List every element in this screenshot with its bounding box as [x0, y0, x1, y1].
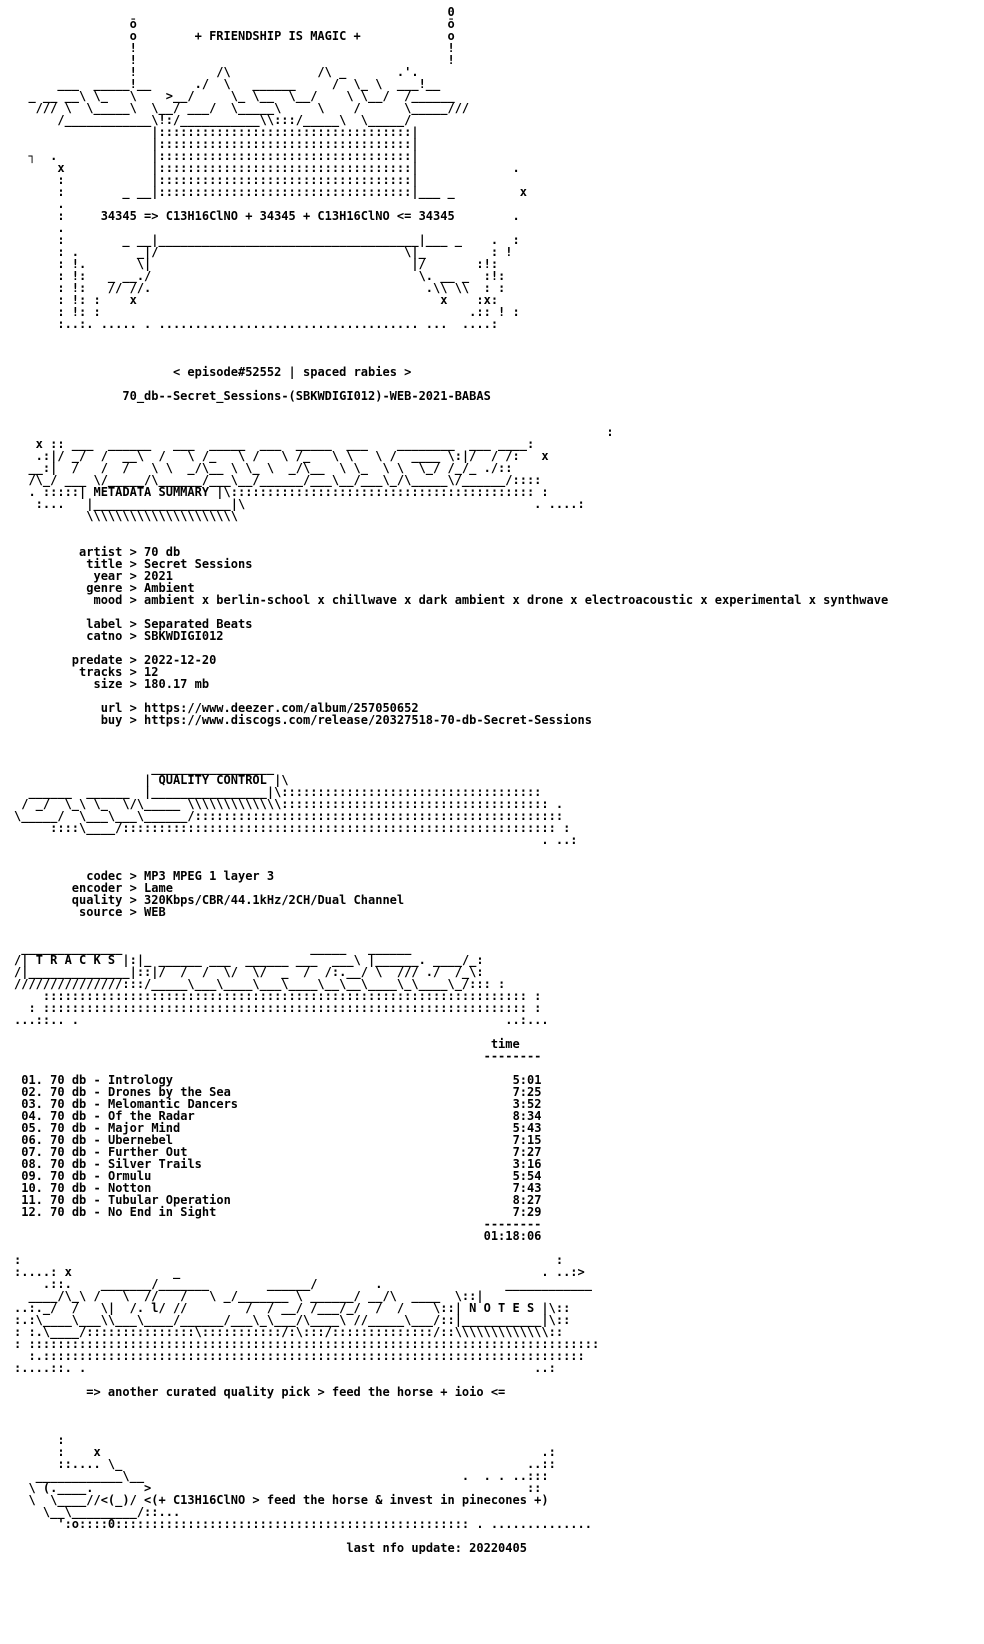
predate-value: 2022-12-20 [144, 653, 217, 667]
source-row: source > WEB [14, 905, 166, 919]
blank-line [14, 402, 980, 414]
episode-line: < episode#52552 | spaced rabies > [172, 365, 412, 379]
track-time: 7:43 [512, 1181, 542, 1195]
blank-line [14, 846, 980, 858]
ascii-art-line: : x .: [14, 1445, 556, 1459]
track-number: 07. [21, 1145, 43, 1159]
ascii-art-line: .:|/ _/ / __\ / \ /_ \ / \ /_ \ \ \ / ____ \:|/ / /: x [14, 449, 549, 463]
track-row: 07. 70 db - Further Out 7:27 [21, 1145, 542, 1159]
ascii-art-line: ':o::::0::::::::::::::::::::::::::::::::::::::::::::::::: . .............. [14, 1517, 592, 1531]
header-art-line: : !: : .:: ! : [14, 305, 520, 319]
ascii-art-line: : : [14, 1253, 564, 1267]
predate-row: predate > 2022-12-20 [14, 653, 217, 667]
track-title: Intrology [107, 1073, 173, 1087]
header-art-line: : !: : x x :x: [14, 293, 499, 307]
tracks-count-value: 12 [144, 665, 159, 679]
title-value: Secret Sessions [144, 557, 253, 571]
tracks-header: T R A C K S [35, 953, 116, 967]
ascii-art-line: ____________\__ . . . ..::: [14, 1469, 549, 1483]
track-time: 3:52 [512, 1097, 542, 1111]
quality-value: 320Kbps/CBR/44.1kHz/2CH/Dual Channel [144, 893, 405, 907]
blank-line [14, 726, 980, 738]
track-time: 5:54 [512, 1169, 542, 1183]
ascii-art-line: /|______________|::|/ / / \/ \/ _ / /:.__/ \ /// ./ /_\: [14, 965, 484, 979]
track-number: 01. [21, 1073, 43, 1087]
track-title: Drones by the Sea [107, 1085, 231, 1099]
codec-row: codec > MP3 MPEG 1 layer 3 [14, 869, 275, 883]
track-title: Notton [107, 1181, 152, 1195]
genre-row: genre > Ambient [14, 581, 195, 595]
track-row: 05. 70 db - Major Mind 5:43 [21, 1121, 542, 1135]
ascii-art-line: x :: ___ ______ ___ _____ ___ _____ ___ ________ ___ ____: [14, 437, 535, 451]
track-row: 01. 70 db - Intrology 5:01 [21, 1073, 542, 1087]
header-art-line: : . _|/ \|_ : ! [14, 245, 513, 259]
track-time: 7:25 [512, 1085, 542, 1099]
ascii-art-line: :....: x _ . ..:> [14, 1265, 585, 1279]
track-number: 02. [21, 1085, 43, 1099]
ascii-art-line: \__\_________/::... [14, 1505, 181, 1519]
qc-header-row: | QUALITY CONTROL |\ [14, 773, 289, 787]
track-title: No End in Sight [107, 1205, 217, 1219]
blank-line [14, 330, 980, 342]
ascii-art-line: ::.... \_ ..:: [14, 1457, 556, 1471]
track-title: Ubernebel [107, 1133, 173, 1147]
track-title: Ormulu [107, 1169, 152, 1183]
ascii-art-line: :....::. . ..: [14, 1361, 556, 1375]
header-art-line: o + FRIENDSHIP IS MAGIC + o [14, 29, 455, 43]
mood-value: ambient x berlin-school x chillwave x dark ambient x drone x electroacoustic x experimental x synthwave [144, 593, 889, 607]
header-art-line: :..:. ..... . .................................... ... ....: [14, 317, 499, 331]
ascii-art-line: \\\\\\\\\\\\\\\\\\\\\ [14, 509, 238, 523]
header-art-line: 0 [14, 6, 455, 19]
ascii-art-line: ::::::::::::::::::::::::::::::::::::::::::::::::::::::::::::::::::: : [14, 989, 542, 1003]
header-art-line: ! ! [14, 53, 455, 67]
ascii-art-line: __:| / / / \ \ _/\__ \ \_ \ _/\__ \ \_ \ \ \_/ /_/_ ./:: [14, 461, 513, 475]
encoder-value: Lame [144, 881, 173, 895]
url-link[interactable]: https://www.deezer.com/album/257050652 [144, 701, 419, 715]
track-row: 03. 70 db - Melomantic Dancers 3:52 [21, 1097, 542, 1111]
track-time: 8:27 [512, 1193, 542, 1207]
track-title: Further Out [107, 1145, 188, 1159]
blank-line [14, 918, 980, 930]
ascii-art-line: :... |___________________|\ . ....: [14, 497, 585, 511]
track-title: Of the Radar [107, 1109, 195, 1123]
ascii-art-line: .::. _______/_______ ______/ . ____________ [14, 1277, 592, 1291]
track-row: 09. 70 db - Ormulu 5:54 [21, 1169, 542, 1183]
track-number: 09. [21, 1169, 43, 1183]
track-artist: 70 db [50, 1205, 87, 1219]
codec-value: MP3 MPEG 1 layer 3 [144, 869, 275, 883]
header-art-line: _ __ __\ \_ \ >__/ \_ \__ \__/ \ \__/ /______ [14, 89, 455, 103]
buy-row: buy > https://www.discogs.com/release/20327518-70-db-Secret-Sessions [14, 713, 592, 727]
ascii-art-line: ____/\_\ / \ // / \ _/_______ \ ______/ __/\ ____ \::| [14, 1289, 491, 1303]
header-art-line: ! ! [14, 41, 455, 55]
ascii-art-line: :.:\____\___\\___\____/______/___\_\___/\____\ //_____\___/::|___________|\:: [14, 1313, 571, 1327]
ascii-art-line: : [14, 425, 614, 439]
artist-value: 70 db [144, 545, 181, 559]
ascii-art-line: \ (.____. > :: [14, 1481, 542, 1495]
metadata-header: METADATA SUMMARY [93, 485, 210, 499]
nfo-document [14, 6, 980, 1554]
catno-value: SBKWDIGI012 [144, 629, 224, 643]
last-update: last nfo update: 20220405 [346, 1541, 527, 1554]
release-row [14, 390, 980, 402]
blank-line [14, 1410, 980, 1422]
track-artist: 70 db [50, 1193, 87, 1207]
notes-text-row [14, 1386, 980, 1398]
quality-row: quality > 320Kbps/CBR/44.1kHz/2CH/Dual Channel [14, 893, 405, 907]
header-art-line: ___ _____!__ ./ \ ______ / \_ \ ___!__ [14, 77, 441, 91]
track-time: 7:15 [512, 1133, 542, 1147]
header-art-line: : _ __|:::::::::::::::::::::::::::::::::::|___ _ x [14, 185, 527, 199]
track-artist: 70 db [50, 1109, 87, 1123]
buy-link[interactable]: https://www.discogs.com/release/20327518-70-db-Secret-Sessions [144, 713, 592, 727]
ascii-art-line: ______________ _____ ______ [14, 941, 412, 955]
ascii-art-line: /\_/ ___ \/_____/\______/___\__/______/___\__/___\_/\_____\/______/:::: [14, 473, 542, 487]
ascii-art-line: : :.\____/:::::::::::::::\:::::::::::/:\:::/::::::::::::::/::\\\\\\\\\\\\\:: [14, 1325, 564, 1339]
header-art-line: /// \ \_____\ \__/ ___/ \_____\ \ / \_____/// [14, 101, 470, 115]
ascii-art-line: ______ ______ |________________|\:::::::::::::::::::::::::::::::::::: [14, 785, 542, 799]
header-art-line: x |:::::::::::::::::::::::::::::::::::| . [14, 161, 520, 175]
notes-header-row: ..:._/ / \| /. l/ // / / __/ /___/_/ / / \::| N O T E S |\:: [14, 1301, 571, 1315]
ascii-art-line: / _/ \_\ \_ \/\_____ \\\\\\\\\\\\\::::::::::::::::::::::::::::::::::::: . [14, 797, 564, 811]
notes-text: => another curated quality pick > feed the horse + ioio <= [86, 1385, 506, 1399]
last-update-row [14, 1542, 980, 1554]
label-value: Separated Beats [144, 617, 253, 631]
track-artist: 70 db [50, 1145, 87, 1159]
ascii-art-line: : ::::::::::::::::::::::::::::::::::::::::::::::::::::::::::::::::::: : [14, 1001, 542, 1015]
header-art-line: : !: // //. .\\ \\ : : [14, 281, 506, 295]
track-artist: 70 db [50, 1181, 87, 1195]
header-art-line: : !. \| |/ :!: [14, 257, 499, 271]
title-row: title > Secret Sessions [14, 557, 253, 571]
year-value: 2021 [144, 569, 173, 583]
url-row: url > https://www.deezer.com/album/257050652 [14, 701, 419, 715]
source-value: WEB [144, 905, 166, 919]
blank-line [14, 342, 980, 354]
track-time: 7:29 [512, 1205, 542, 1219]
header-art-line: : |:::::::::::::::::::::::::::::::::::| [14, 173, 419, 187]
artist-row: artist > 70 db [14, 545, 181, 559]
track-time: 3:16 [512, 1157, 542, 1171]
ascii-art-line: -------- [14, 1049, 542, 1063]
blank-line [14, 738, 980, 750]
track-row: 04. 70 db - Of the Radar 8:34 [21, 1109, 542, 1123]
ascii-art-line: . ..: [14, 833, 578, 847]
size-value: 180.17 mb [144, 677, 210, 691]
quality-control-header: QUALITY CONTROL [158, 773, 267, 787]
header-art-line: ! /\ /\ _ .'. [14, 65, 419, 79]
genre-value: Ambient [144, 581, 195, 595]
size-row: size > 180.17 mb [14, 677, 210, 691]
time-column-header: time [490, 1037, 520, 1051]
track-number: 12. [21, 1205, 43, 1219]
track-title: Tubular Operation [107, 1193, 231, 1207]
header-art-line: ┐ . |:::::::::::::::::::::::::::::::::::| [14, 149, 419, 163]
ascii-art-line: ///////////////:::/_____\___\____\___\____\__\__\____\_\____\_/::: : [14, 977, 506, 991]
header-art-line: : 34345 => C13H16ClNO + 34345 + C13H16ClNO <= 34345 . [14, 209, 520, 223]
track-time: 7:27 [512, 1145, 542, 1159]
track-row: 02. 70 db - Drones by the Sea 7:25 [21, 1085, 542, 1099]
track-artist: 70 db [50, 1133, 87, 1147]
track-artist: 70 db [50, 1097, 87, 1111]
total-time: 01:18:06 [483, 1229, 542, 1243]
track-row: 11. 70 db - Tubular Operation 8:27 [21, 1193, 542, 1207]
track-number: 11. [21, 1193, 43, 1207]
ascii-art-line: _________________ [14, 761, 275, 775]
track-row: 06. 70 db - Ubernebel 7:15 [21, 1133, 542, 1147]
track-artist: 70 db [50, 1157, 87, 1171]
encoder-row: encoder > Lame [14, 881, 173, 895]
footer-text: <(+ C13H16ClNO > feed the horse & invest in pinecones +) [144, 1493, 549, 1507]
blank-line [14, 1398, 980, 1410]
track-title: Silver Trails [107, 1157, 202, 1171]
blank-line [14, 1422, 980, 1434]
track-title: Major Mind [107, 1121, 181, 1135]
header-art-line: /____________\!:/___________\\:::/_____\ \_____/ [14, 113, 412, 127]
track-artist: 70 db [50, 1073, 87, 1087]
track-number: 03. [21, 1097, 43, 1111]
ascii-art-line: \_____/ \___\___\______/::::::::::::::::::::::::::::::::::::::::::::::::::: [14, 809, 564, 823]
track-number: 05. [21, 1121, 43, 1135]
track-row: 10. 70 db - Notton 7:43 [21, 1181, 542, 1195]
episode-row [14, 366, 980, 378]
header-art-line: |:::::::::::::::::::::::::::::::::::| [14, 137, 419, 151]
track-time: 5:01 [512, 1073, 542, 1087]
track-artist: 70 db [50, 1169, 87, 1183]
header-art-line: . [14, 221, 65, 235]
total-time-row [14, 1230, 980, 1242]
header-art-line: : _ __|____________________________________|___ _ . : [14, 233, 520, 247]
header-art-line: : !: _ __./ \. __ _ :!: [14, 269, 506, 283]
ascii-art-line: :.::::::::::::::::::::::::::::::::::::::::::::::::::::::::::::::::::::::::::: [14, 1349, 585, 1363]
ascii-art-line: ::::\____/:::::::::::::::::::::::::::::::::::::::::::::::::::::::::::: : [14, 821, 571, 835]
track-number: 06. [21, 1133, 43, 1147]
header-art-line: ō ō [14, 17, 455, 31]
track-number: 08. [21, 1157, 43, 1171]
track-row: 12. 70 db - No End in Sight 7:29 [21, 1205, 542, 1219]
catno-row: catno > SBKWDIGI012 [14, 629, 224, 643]
tracks-header-row: /| T R A C K S |:|_ ______ ___ ______ ___ ___\ |______. ____/_: [14, 953, 484, 967]
track-artist: 70 db [50, 1085, 87, 1099]
blank-line [14, 522, 980, 534]
track-artist: 70 db [50, 1121, 87, 1135]
tracks-count-row: tracks > 12 [14, 665, 159, 679]
release-name: 70_db--Secret_Sessions-(SBKWDIGI012)-WEB-2021-BABAS [122, 389, 491, 403]
track-row: 08. 70 db - Silver Trails 3:16 [21, 1157, 542, 1171]
ascii-art-line: : [14, 1433, 65, 1447]
footer-text-row: \ \____//<(_)/ <(+ C13H16ClNO > feed the horse & invest in pinecones +) [14, 1493, 549, 1507]
ascii-art-line: : ::::::::::::::::::::::::::::::::::::::::::::::::::::::::::::::::::::::::::::::: [14, 1337, 600, 1351]
track-title: Melomantic Dancers [107, 1097, 239, 1111]
metadata-header-row: . :::::| METADATA SUMMARY |\:::::::::::::::::::::::::::::::::::::::::: : [14, 485, 549, 499]
header-art-line: . [14, 197, 65, 211]
header-art-line: |:::::::::::::::::::::::::::::::::::| [14, 125, 419, 139]
mood-row: mood > ambient x berlin-school x chillwave x dark ambient x drone x electroacoustic x experimental x synthwave [14, 593, 889, 607]
notes-header: N O T E S [469, 1301, 535, 1315]
track-time: 8:34 [512, 1109, 542, 1123]
track-number: 10. [21, 1181, 43, 1195]
track-time: 5:43 [512, 1121, 542, 1135]
label-row: label > Separated Beats [14, 617, 253, 631]
ascii-art-line: ...::.. . ..:... [14, 1013, 549, 1027]
ascii-art-line: -------- [14, 1217, 542, 1231]
year-row: year > 2021 [14, 569, 173, 583]
track-number: 04. [21, 1109, 43, 1123]
